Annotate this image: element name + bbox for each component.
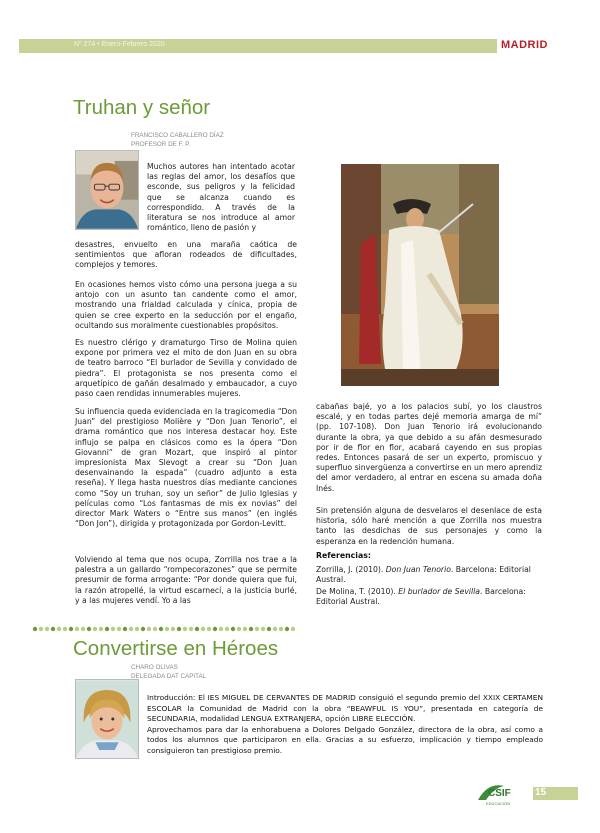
divider-dot [201, 627, 205, 631]
divider-dot [261, 627, 265, 631]
divider-dot [279, 627, 283, 631]
svg-text:EDUCACIÓN: EDUCACIÓN [486, 801, 511, 806]
svg-text:CSIF: CSIF [488, 788, 511, 799]
divider-dot [87, 627, 91, 631]
section-title: MADRID [501, 39, 548, 51]
divider-dot [165, 627, 169, 631]
intro-paragraph: Introducción: El IES MIGUEL DE CERVANTES DE MADRID consiguió el segundo premio del XXIX CERTAMEN ESCOLAR la Comunidad de Madrid con la obra “BEAWFUL IS YOU”, presentada en categoría de SECUNDARIA, modalidad LENGUA EXTRANJERA, opción LIBRE ELECCIÓN. [147, 693, 543, 724]
divider-dot [93, 627, 97, 631]
divider-dot [63, 627, 67, 631]
divider-dot [177, 627, 181, 631]
divider-dot [135, 627, 139, 631]
divider-dot [147, 627, 151, 631]
section-divider [32, 625, 300, 633]
don-juan-painting [341, 164, 499, 386]
divider-dot [267, 627, 271, 631]
divider-dot [171, 627, 175, 631]
divider-dot [255, 627, 259, 631]
paragraph-5: Volviendo al tema que nos ocupa, Zorrilla nos trae a la palestra a un gallardo “rompecorazones” que se permite presumir de forma arrogante: “Por donde quiera que fui, la razón atropellé, la virtud escarnecí, a la justicia burlé, y a las mujeres vendí. Yo a las [75, 555, 297, 605]
divider-dot [123, 627, 127, 631]
divider-dot [81, 627, 85, 631]
divider-dot [273, 627, 277, 631]
divider-dot [141, 627, 145, 631]
divider-dot [159, 627, 163, 631]
divider-dot [75, 627, 79, 631]
divider-dot [219, 627, 223, 631]
divider-dot [39, 627, 43, 631]
divider-dot [33, 627, 37, 631]
divider-dot [51, 627, 55, 631]
csif-logo [474, 782, 528, 808]
divider-dot [249, 627, 253, 631]
divider-dot [237, 627, 241, 631]
article2-title: Convertirse en Héroes [73, 637, 279, 660]
divider-dot [189, 627, 193, 631]
thanks-paragraph: Aprovechamos para dar la enhorabuena a Dolores Delgado González, directora de la obra, así como a todos los alumnos que participaron en ella. Gracias a su esfuerzo, implicación y tiempo empleado consiguieron tan prestigioso premio. [147, 724, 543, 755]
author-role: PROFESOR DE F. P. [131, 141, 191, 148]
author2-photo [75, 679, 139, 759]
divider-dot [195, 627, 199, 631]
article-title: Truhan y señor [73, 96, 211, 119]
divider-dot [99, 627, 103, 631]
divider-dot [129, 627, 133, 631]
byline-2 [131, 663, 206, 681]
paragraph-7: Sin pretensión alguna de desvelaros el desenlace de esta historia, sólo haré mención a que Zorrilla nos muestra tanto las desdichas de sus personajes y como la esperanza en la redención humana. [316, 506, 542, 546]
divider-dot [69, 627, 73, 631]
author-photo [75, 150, 139, 230]
divider-dot [213, 627, 217, 631]
issue-info: Nº 274 • Enero-Febrero 2020 [74, 41, 165, 48]
reference-1: Zorrilla, J. (2010). Don Juan Tenorio. Barcelona: Editorial Austral. [316, 565, 531, 585]
author2-role: DELEGADA DAT CAPITAL [131, 673, 207, 680]
paragraph-1a: Muchos autores han intentado acotar las reglas del amor, los desafíos que esconde, sus peligros y la felicidad que se alcanza cuando es correspondido. A través de la literatura se nos introduce al amor romántico, lleno de pasión y [147, 162, 295, 233]
divider-dot [117, 627, 121, 631]
paragraph-4: Su influencia queda evidenciada en la tragicomedia “Don Juan” del prestigioso Molière y “Don Juan Tenorio”, el drama romántico que nos interesa destacar hoy. Este influjo se palpa en clásicos como es la ópera “Don Giovanni” de gran Mozart, que inspiró al pintor impresionista Max Slevogt a crear su “Don Juan desenvainando la espada” (cuadro adjunto a esta reseña). Y llega hasta nuestros días mediante canciones como “Soy un truhan, soy un señor” de Julio Iglesias y películas como “Los fantasmas de mis ex novias” del director Mark Waters o “Entre sus manos” (en inglés “Don Jon”), dirigida y protagonizada por Gordon-Levitt. [75, 407, 297, 529]
article2-body [147, 693, 543, 757]
divider-dot [285, 627, 289, 631]
divider-dot [111, 627, 115, 631]
byline [131, 131, 224, 149]
divider-dot [183, 627, 187, 631]
divider-dot [231, 627, 235, 631]
paragraph-3: Es nuestro clérigo y dramaturgo Tirso de Molina quien expone por primera vez el mito de don Juan en su obra de teatro barroco “El burlador de Sevilla y convidado de piedra”. El protagonista se nos presenta como el arquetípico de gañán desalmado y embaucador, a cuyo paso caen rendidas innumerables mujeres. [75, 338, 297, 399]
paragraph-2: En ocasiones hemos visto cómo una persona juega a su antojo con un asunto tan candente como el amor, mostrando una frialdad calculada y cínica, propia de quien se cree experto en la seducción por el engaño, ocultando sus moralmente cuestionables propósitos. [75, 280, 297, 330]
divider-dot [207, 627, 211, 631]
divider-dot [243, 627, 247, 631]
paragraph-1b: desastres, envuelto en una maraña caótica de sentimientos que afloran rodeados de dificultades, complejos y temores. [75, 240, 297, 270]
divider-dot [291, 627, 295, 631]
reference-2: De Molina, T. (2010). El burlador de Sevilla. Barcelona: Editorial Austral. [316, 587, 526, 607]
author2-name: CHARO OLIVAS [131, 664, 178, 671]
references-heading: Referencias: [316, 551, 371, 560]
divider-dot [225, 627, 229, 631]
divider-dot [45, 627, 49, 631]
page-number: 15 [535, 787, 547, 798]
paragraph-6: cabañas bajé, yo a los palacios subí, yo los claustros escalé, y en todas partes dejé memoria amarga de mí” (pp. 107-108). Don Juan Tenorio irá evolucionando durante la obra, ya que debido a su afán desmesurado por ir de flor en flor, acabará cayendo en sus propias redes. Entonces pasará de ser un experto, promiscuo y superfluo sinvergüenza a convertirse en un mero aprendiz del amor verdadero, al entrar en escena su amada doña Inés. [316, 402, 542, 493]
divider-dot [105, 627, 109, 631]
author-name: FRANCISCO CABALLERO DÍAZ [131, 132, 224, 139]
divider-dot [57, 627, 61, 631]
divider-dot [153, 627, 157, 631]
